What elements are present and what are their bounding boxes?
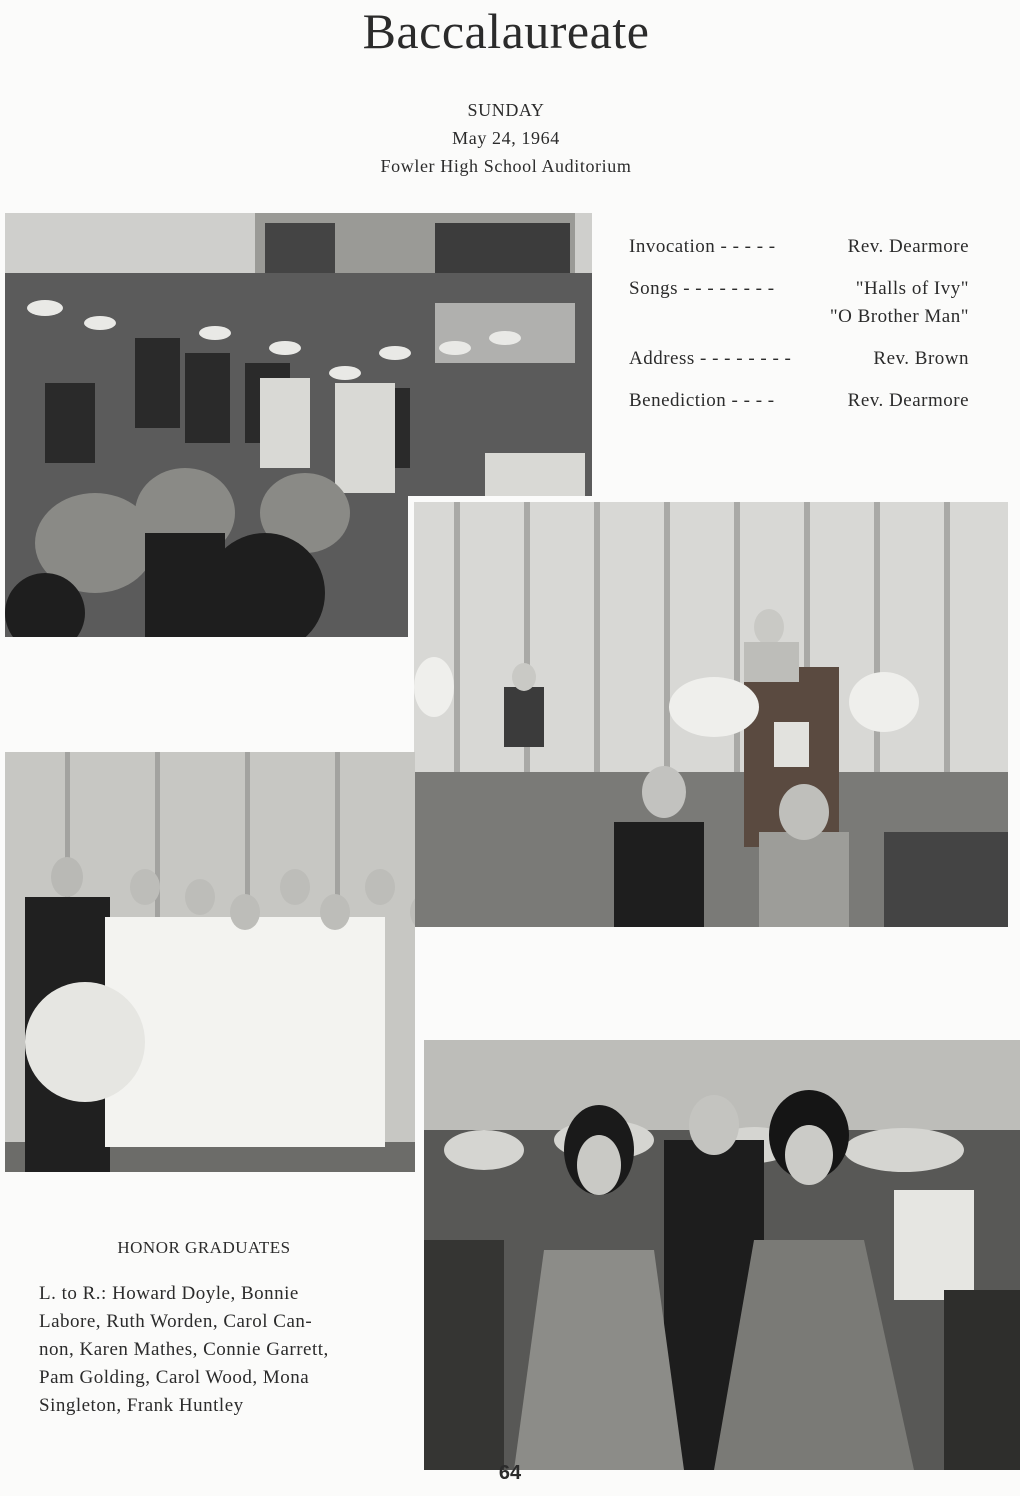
program-label: Address - - - - - - - - xyxy=(629,348,792,369)
program-list xyxy=(629,236,969,436)
caption-line: Labore, Ruth Worden, Carol Can- xyxy=(39,1311,313,1332)
event-location: Fowler High School Auditorium xyxy=(380,156,632,176)
program-label: Benediction - - - - xyxy=(629,390,775,411)
program-value: Rev. Brown xyxy=(873,348,969,369)
procession-photo xyxy=(418,1034,1020,1476)
event-day: SUNDAY xyxy=(467,100,545,120)
program-song-second: "O Brother Man" xyxy=(829,306,969,327)
page-title: Baccalaureate xyxy=(362,3,650,59)
program-item-address xyxy=(629,348,969,370)
program-value: Rev. Dearmore xyxy=(847,236,969,257)
caption-line: L. to R.: Howard Doyle, Bonnie xyxy=(39,1283,299,1304)
program-value: Rev. Dearmore xyxy=(847,390,969,411)
speaker-photo xyxy=(408,496,1014,933)
program-label: Invocation - - - - - xyxy=(629,236,776,257)
program-label: Songs - - - - - - - - xyxy=(629,278,775,299)
page-number: 64 xyxy=(498,1462,522,1484)
program-item-invocation xyxy=(629,236,969,258)
caption-line: non, Karen Mathes, Connie Garrett, xyxy=(39,1339,329,1360)
program-item-benediction xyxy=(629,390,969,412)
honor-graduates-title: HONOR GRADUATES xyxy=(117,1238,291,1257)
event-date: May 24, 1964 xyxy=(452,128,560,148)
caption-line: Pam Golding, Carol Wood, Mona xyxy=(39,1367,310,1388)
caption-line: Singleton, Frank Huntley xyxy=(39,1395,244,1416)
honor-graduates-caption xyxy=(39,1280,399,1420)
program-item-songs xyxy=(629,278,969,300)
honor-graduates-photo xyxy=(5,752,415,1172)
program-value: "Halls of Ivy" xyxy=(855,278,969,299)
